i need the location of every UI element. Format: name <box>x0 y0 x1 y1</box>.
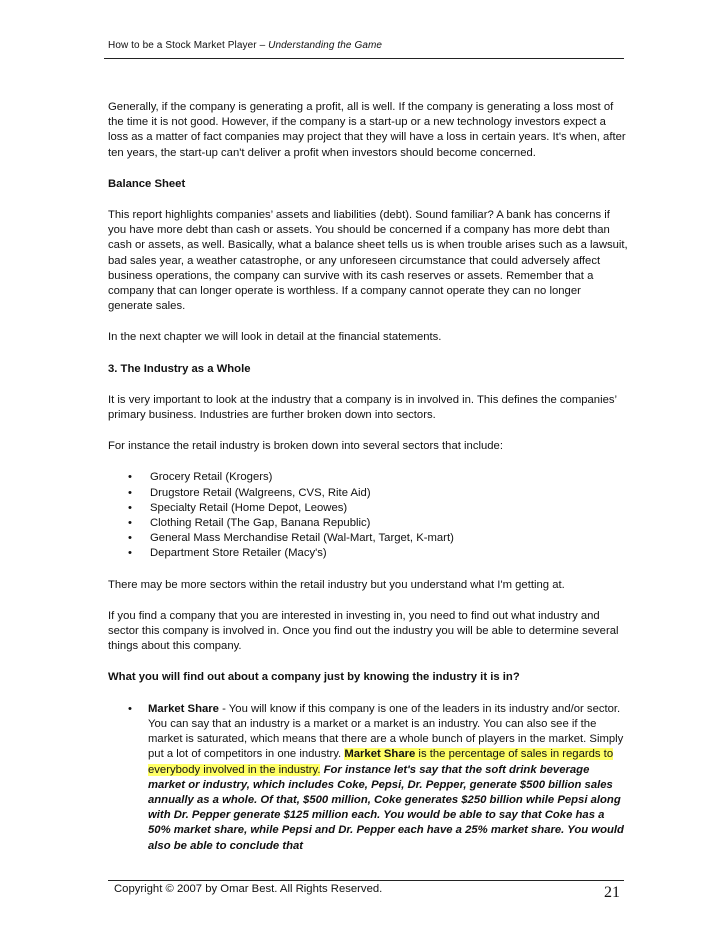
bullet-icon: • <box>128 702 132 715</box>
sector-label: Clothing Retail (The Gap, Banana Republic) <box>150 517 371 530</box>
sector-label: Department Store Retailer (Macy's) <box>150 547 327 560</box>
bullet-icon: • <box>128 532 132 545</box>
list-item <box>108 516 628 531</box>
highlight-text: is the percentage of sales in regards to everybody involved in the industry. <box>148 748 614 776</box>
market-share-text: - You will know if this company is one of the leaders in its industry and/or sector. You can say that an industry is a market or a market is an industry. You can also see if the market is saturated, which means that there are a whole bunch of players in the market. Simply put a lot of competitors in one industry. <box>148 702 624 761</box>
paragraph-industry: It is very important to look at the industry that a company is in involved in. This defines the companies’ primary business. Industries are further broken down into sectors. <box>108 393 617 422</box>
sector-label: Specialty Retail (Home Depot, Leowes) <box>150 501 348 514</box>
sector-label: General Mass Merchandise Retail (Wal-Mart, Target, K-mart) <box>150 532 454 545</box>
paragraph-balance-sheet: This report highlights companies’ assets and liabilities (debt). Sound familiar? A bank has concerns if you have more debt than cash or assets. You should be concerned if a company has more debt than cash or assets, as well. Basically, what a balance sheet tells us is when trouble arises such as a lawsuit, bad sales year, a weather catastrophe, or any unforeseen circumstance that could adversely affect business operations, the company can survive with its cash reserves or assets. Remember that a company that can longer operate is worthless. If a company cannot operate they can no longer generate sales. <box>108 209 628 313</box>
bullet-icon: • <box>128 547 132 560</box>
market-share-term: Market Share <box>148 702 219 715</box>
page-number: 21 <box>604 884 620 901</box>
list-item <box>108 501 628 516</box>
header-subtitle: Understanding the Game <box>268 40 383 51</box>
sector-label: Grocery Retail (Krogers) <box>150 471 273 484</box>
footer-divider <box>108 880 624 881</box>
paragraph-retail-intro: For instance the retail industry is broken down into several sectors that include: <box>108 440 503 453</box>
market-share-item <box>108 702 628 854</box>
paragraph-find-industry: If you find a company that you are interested in investing in, you need to find out what industry and sector this company is involved in. Once you find out the industry you will be able to determine several things about this company. <box>108 609 619 653</box>
heading-balance-sheet: Balance Sheet <box>108 177 186 190</box>
copyright-notice: Copyright © 2007 by Omar Best. All Rights Reserved. <box>114 883 383 895</box>
header-title: How to be a Stock Market Player – <box>108 40 269 51</box>
market-share-example: For instance let's say that the soft drink beverage market or industry, which includes Coke, Pepsi, Dr. Pepper, generate $500 billion sales annually as a whole. Of that, $500 million, Coke generates $250 billion while Pepsi along with Dr. Pepper generate $125 million each. You would be able to say that Coke has a 50% market share, while Pepsi and Dr. Pepper each have a 25% market share. You would also be able to conclude that <box>148 763 624 852</box>
sector-list <box>108 470 628 561</box>
bullet-icon: • <box>128 486 132 499</box>
heading-what-you-find: What you will find out about a company just by knowing the industry it is in? <box>108 671 520 684</box>
list-item <box>108 470 628 485</box>
list-item <box>108 531 628 546</box>
bullet-icon: • <box>128 501 132 514</box>
heading-industry: 3. The Industry as a Whole <box>108 362 251 375</box>
running-header <box>108 40 382 51</box>
paragraph-more-sectors: There may be more sectors within the retail industry but you understand what I'm getting at. <box>108 578 565 591</box>
bullet-icon: • <box>128 517 132 530</box>
list-item <box>108 546 628 561</box>
page-body <box>108 100 628 854</box>
paragraph-profit: Generally, if the company is generating a profit, all is well. If the company is generating a loss most of the time it is not good. However, if the company is a start-up or a new technology investors expect a loss as a matter of fact companies may project that they will have a loss in certain years. It's when, after ten years, the start-up can't deliver a profit when investors should become concerned. <box>108 101 626 159</box>
sector-label: Drugstore Retail (Walgreens, CVS, Rite Aid) <box>150 486 371 499</box>
header-divider <box>104 58 624 59</box>
list-item <box>108 486 628 501</box>
paragraph-next-chapter: In the next chapter we will look in detail at the financial statements. <box>108 331 442 344</box>
bullet-icon: • <box>128 471 132 484</box>
highlight-term: Market Share <box>344 748 416 761</box>
